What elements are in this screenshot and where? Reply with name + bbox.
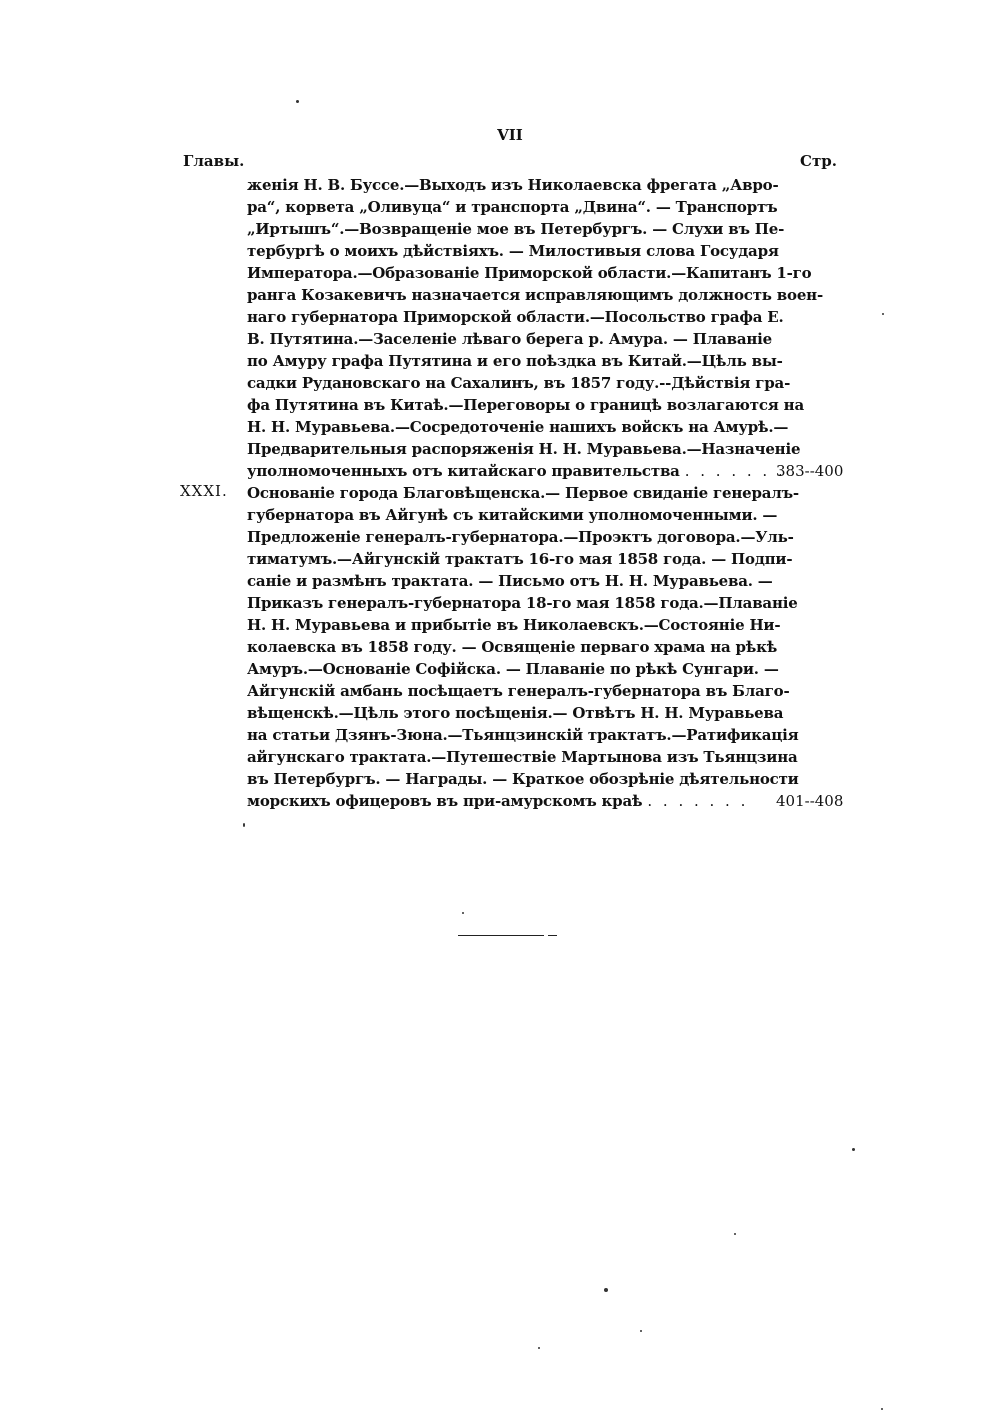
chapter-number: XXXI. xyxy=(180,482,228,500)
pages-column-header: Стр. xyxy=(800,152,837,170)
summary-line: ранга Козакевичъ назначается исправляющимъ должность воен- xyxy=(247,286,823,304)
dot-leader: . . . . . . . xyxy=(647,792,749,810)
chapter-summary xyxy=(247,482,799,812)
page-range: 401--408 xyxy=(776,792,844,810)
chapters-column-header: Главы. xyxy=(183,152,245,170)
summary-line: тербургѣ о моихъ дѣйствіяхъ. — Милостивыя слова Государя xyxy=(247,242,779,260)
scan-speck xyxy=(462,912,464,914)
summary-line: айгунскаго трактата.—Путешествіе Мартынова изъ Тьянцзина xyxy=(247,748,798,766)
summary-line: Приказъ генералъ-губернатора 18-го мая 1858 года.—Плаваніе xyxy=(247,594,798,612)
summary-line: въ Петербургъ. — Награды. — Краткое обозрѣніе дѣятельности xyxy=(247,770,799,788)
scan-speck xyxy=(604,1288,608,1292)
summary-line-text: уполномоченныхъ отъ китайскаго правительства xyxy=(247,462,680,480)
summary-line: ра“, корвета „Оливуца“ и транспорта „Двина“. — Транспортъ xyxy=(247,198,778,216)
summary-line: Айгунскій амбань посѣщаетъ генералъ-губернатора въ Благо- xyxy=(247,682,790,700)
summary-line: вѣщенскѣ.—Цѣль этого посѣщенія.— Отвѣтъ Н. Н. Муравьева xyxy=(247,704,784,722)
summary-line: Н. Н. Муравьева и прибытіе въ Николаевскъ.—Состояніе Ни- xyxy=(247,616,781,634)
summary-line: наго губернатора Приморской области.—Посольство графа Е. xyxy=(247,308,784,326)
summary-line-text: морскихъ офицеровъ въ при-амурскомъ краѣ xyxy=(247,792,643,810)
summary-line: на статьи Дзянъ-Зюна.—Тьянцзинскій трактатъ.—Ратификація xyxy=(247,726,799,744)
scan-speck xyxy=(882,313,884,315)
summary-line: саніе и размѣнъ трактата. — Письмо отъ Н. Н. Муравьева. — xyxy=(247,572,773,590)
summary-line: женія Н. В. Буссе.—Выходъ изъ Николаевска фрегата „Авро- xyxy=(247,176,779,194)
summary-line: „Иртышъ“.—Возвращеніе мое въ Петербургъ. — Слухи въ Пе- xyxy=(247,220,785,238)
scan-speck xyxy=(734,1233,736,1235)
scan-speck xyxy=(881,1408,883,1410)
dot-leader: . . . . . . . xyxy=(684,462,786,480)
summary-line: губернатора въ Айгунѣ съ китайскими уполномоченными. — xyxy=(247,506,778,524)
end-rule xyxy=(458,935,544,936)
summary-line: Предварительныя распоряженія Н. Н. Муравьева.—Назначеніе xyxy=(247,440,801,458)
scan-speck xyxy=(640,1330,642,1332)
summary-line: тиматумъ.—Айгунскій трактатъ 16-го мая 1858 года. — Подпи- xyxy=(247,550,793,568)
summary-line: садки Рудановскаго на Сахалинъ, въ 1857 году.--Дѣйствія гра- xyxy=(247,374,791,392)
scan-speck xyxy=(538,1347,540,1349)
summary-line: Основаніе города Благовѣщенска.— Первое свиданіе генералъ- xyxy=(247,484,799,502)
end-rule-tail xyxy=(548,935,557,936)
summary-line: Н. Н. Муравьева.—Сосредоточеніе нашихъ войскъ на Амурѣ.— xyxy=(247,418,789,436)
summary-line: Предложеніе генералъ-губернатора.—Проэктъ договора.—Уль- xyxy=(247,528,794,546)
page-number: VII xyxy=(497,126,523,144)
summary-line-last xyxy=(247,460,786,482)
summary-line: В. Путятина.—Заселеніе лѣваго берега р. Амура. — Плаваніе xyxy=(247,330,772,348)
summary-line: по Амуру графа Путятина и его поѣздка въ Китай.—Цѣль вы- xyxy=(247,352,783,370)
scan-speck xyxy=(852,1148,855,1151)
summary-line-last xyxy=(247,790,772,812)
summary-line: колаевска въ 1858 году. — Освященіе перваго храма на рѣкѣ xyxy=(247,638,778,656)
summary-line: Императора.—Образованіе Приморской области.—Капитанъ 1-го xyxy=(247,264,812,282)
summary-line: Амуръ.—Основаніе Софійска. — Плаваніе по рѣкѣ Сунгари. — xyxy=(247,660,779,678)
scan-speck xyxy=(296,100,299,103)
summary-line: фа Путятина въ Китаѣ.—Переговоры о границѣ возлагаются на xyxy=(247,396,804,414)
page-range: 383--400 xyxy=(776,462,844,480)
scan-speck xyxy=(243,823,245,827)
